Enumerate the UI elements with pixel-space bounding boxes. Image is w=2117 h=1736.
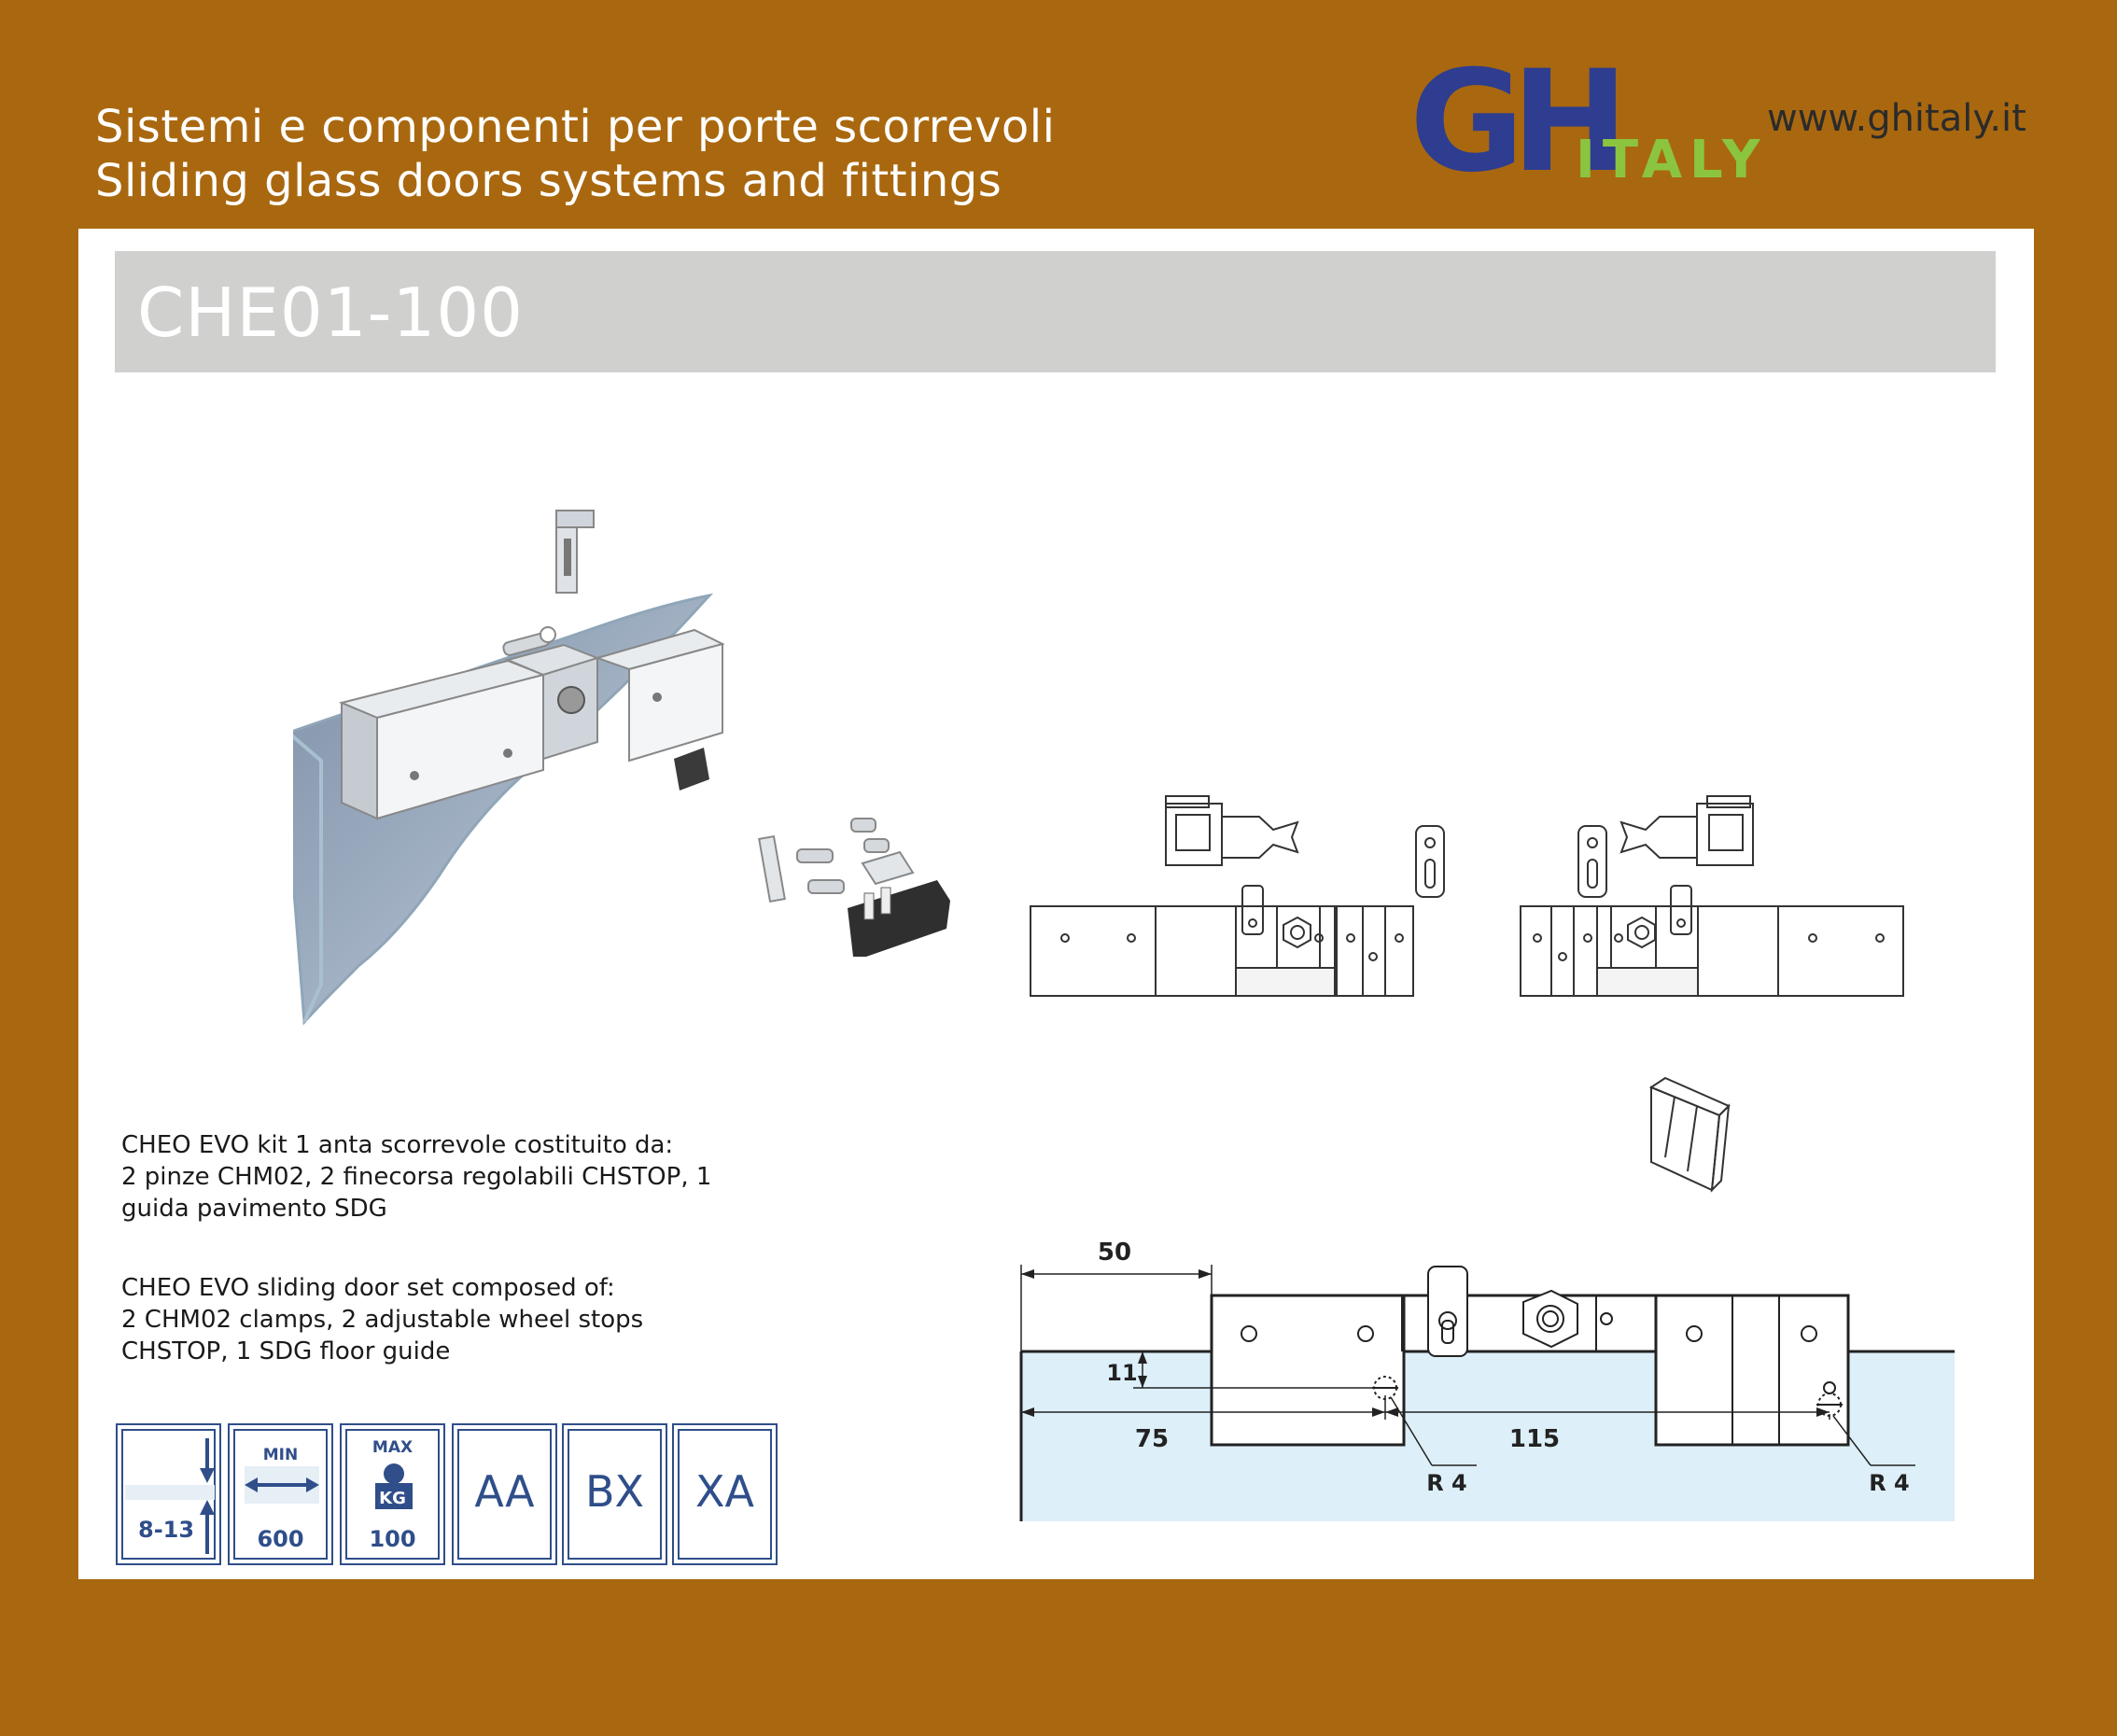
width-arrows-icon [245,1466,319,1504]
description-line: guida pavimento SDG [121,1195,387,1223]
product-sheet [78,229,2034,1579]
glass-thickness-badge [116,1423,221,1565]
description-line: CHEO EVO kit 1 anta scorrevole costituito da: [121,1131,674,1159]
kg-label: KG [379,1489,406,1508]
max-weight-badge [340,1423,445,1565]
description-line: 2 pinze CHM02, 2 finecorsa regolabili CHSTOP, 1 [121,1163,712,1191]
code-text: XA [695,1466,754,1517]
description-italian [121,1129,775,1225]
product-code: CHE01-100 [137,273,524,352]
code-badge-aa [452,1423,557,1565]
radius-right: R 4 [1869,1470,1910,1496]
logo-main-text: GH [1409,41,1616,203]
dimension-115: 115 [1508,1425,1561,1453]
min-label: MIN [262,1446,299,1464]
header-subtitle-en: Sliding glass doors systems and fittings [95,155,1002,207]
code-text: AA [474,1466,535,1517]
min-width-value: 600 [257,1526,304,1552]
dimension-75: 75 [1134,1425,1170,1453]
min-width-badge [228,1423,333,1565]
description-line: CHSTOP, 1 SDG floor guide [121,1337,451,1365]
max-label: MAX [372,1438,414,1457]
logo-sub-text: ITALY [1576,130,1768,190]
code-text: BX [584,1466,645,1517]
description-english [121,1272,775,1367]
glass-thickness-value: 8-13 [138,1517,195,1543]
description-line: CHEO EVO sliding door set composed of: [121,1274,615,1302]
dimension-11: 11 [1106,1360,1138,1386]
title-bar [115,251,1996,372]
radius-left: R 4 [1426,1470,1467,1496]
dimension-drawing [1012,1181,2039,1573]
gh-italy-logo [1409,41,1768,203]
dimension-50: 50 [1097,1239,1132,1267]
header-subtitle-it: Sistemi e componenti per porte scorrevoli [95,101,1056,153]
code-badge-xa [672,1423,778,1565]
website-link[interactable]: www.ghitaly.it [1767,97,2026,140]
spec-icons [116,1423,781,1569]
description-line: 2 CHM02 clamps, 2 adjustable wheel stops [121,1306,644,1334]
code-badge-bx [562,1423,667,1565]
exploded-view-illustration [293,462,965,1190]
max-weight-value: 100 [369,1526,416,1552]
